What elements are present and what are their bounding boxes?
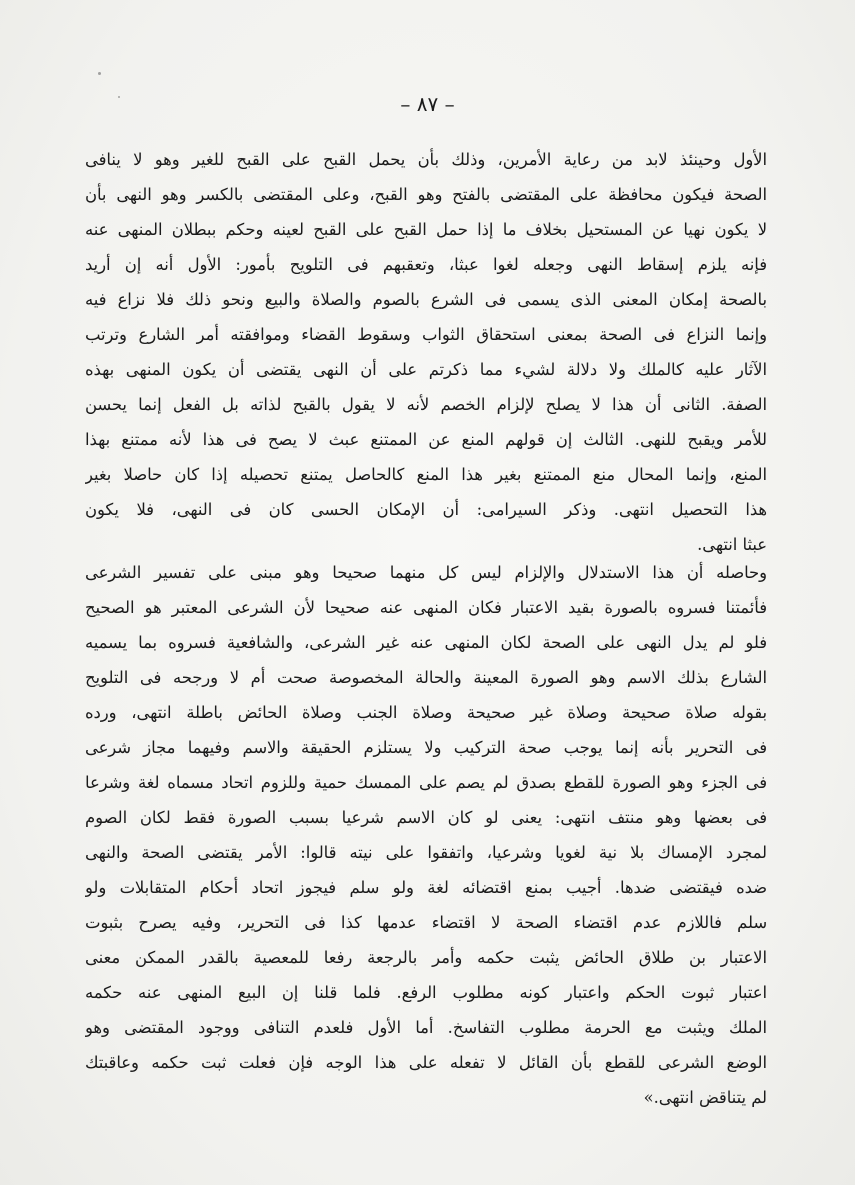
paragraph-1 (85, 142, 767, 562)
page-number: – ٨٧ – (400, 92, 455, 116)
text-line: ضده فيقتضى ضدها. أجيب بمنع اقتضائه لغة ولو سلم فيجوز اتحاد أحكام المتقابلات ولو (85, 878, 767, 897)
text-line: فى التحرير بأنه إنما يوجب صحة التركيب ولا يستلزم الحقيقة والاسم وفيهما مجاز شرعى (85, 738, 767, 757)
text-line: بقوله صلاة صحيحة وصلاة غير صحيحة وصلاة الجنب وصلاة الحائض باطلة انتهى، ورده (85, 703, 767, 722)
paragraph-2 (85, 555, 767, 1115)
text-line: لا يكون نهيا عن المستحيل بخلاف ما إذا حمل القبح على القبح لعينه وحكم ببطلان المنهى عنه (85, 220, 767, 239)
text-line: الشارع بذلك الاسم وهو الصورة المعينة والحالة المخصوصة صحت أم لا ورجحه فى التلويح (85, 668, 767, 687)
text-line: الصفة. الثانى أن هذا لا يصلح لإلزام الخصم لأنه لا يقول بالقبح لذاته بل الفعل إنما يحسن (85, 395, 767, 414)
text-line: اعتبار ثبوت الحكم واعتبار كونه مطلوب الرفع. فلما قلنا إن البيع المنهى عنه حكمه (85, 983, 767, 1002)
text-line: هذا التحصيل انتهى. وذكر السيرامى: أن الإمكان الحسى كان فى النهى، فلا يكون (85, 500, 767, 519)
text-line: الصحة فيكون محافظة على المقتضى بالفتح وهو القبح، وعلى المقتضى بالكسر وهو النهى بأن (85, 185, 767, 204)
text-line: الآثار عليه كالملك ولا دلالة لشيء مما ذكرتم على أن النهى يقتضى أن يكون المنهى بهذه (85, 360, 767, 379)
text-line: فإنه يلزم إسقاط النهى وجعله لغوا عبثا، وتعقبهم فى التلويح بأمور: الأول أنه إن أريد (85, 255, 767, 274)
text-line: لمجرد الإمساك بلا نية لغويا وشرعيا، واتفقوا على نيته قالوا: الأمر يقتضى الصحة والنهى (85, 843, 767, 862)
text-line: فى الجزء وهو الصورة للقطع بصدق لم يصم على الممسك حمية وللزوم اتحاد مسماه لغة وشرعا (85, 773, 767, 792)
text-line: لم يتناقض انتهى.» (643, 1088, 767, 1107)
text-line: فى بعضها وهو منتف انتهى: يعنى لو كان الاسم شرعيا بسبب الصورة فقط لكان الصوم (85, 808, 767, 827)
text-line: وحاصله أن هذا الاستدلال والإلزام ليس كل منهما صحيحا وهو مبنى على تفسير الشرعى (85, 563, 767, 582)
scan-speck (98, 72, 101, 75)
text-line: الملك ويثبت مع الحرمة مطلوب التفاسخ. أما الأول فلعدم التنافى ووجود المقتضى وهو (85, 1018, 767, 1037)
text-line: فلو لم يدل النهى على الصحة لكان المنهى عنه غير الشرعى، والشافعية فسروه بما يسميه (85, 633, 767, 652)
text-line: فأئمتنا فسروه بالصورة بقيد الاعتبار فكان المنهى عنه صحيحا لأن الشرعى المعتبر هو الصحيح (85, 598, 767, 617)
text-line: سلم فاللازم عدم اقتضاء الصحة لا اقتضاء عدمها كذا فى التحرير، وفيه يصرح بثبوت (85, 913, 767, 932)
text-line: الوضع الشرعى للقطع بأن القائل لا تفعله على هذا الوجه فإن فعلت ثبت حكمه وعاقبتك (85, 1053, 767, 1072)
text-line: الاعتبار بن طلاق الحائض يثبت حكمه وأمر بالرجعة رفعا للمعصية بالقدر الممكن معنى (85, 948, 767, 967)
text-line: وإنما النزاع فى الصحة بمعنى استحقاق الثواب وسقوط القضاء وموافقته أمر الشارع وترتب (85, 325, 767, 344)
text-line: للأمر ويقبح للنهى. الثالث إن قولهم المنع عن الممتنع عبث لا يصح فى هذا لأنه ممتنع بهذا (85, 430, 767, 449)
text-line: بالصحة إمكان المعنى الذى يسمى فى الشرع بالصوم والصلاة والبيع ونحو ذلك فلا نزاع فيه (85, 290, 767, 309)
text-line: المنع، وإنما المحال منع الممتنع بغير هذا المنع كالحاصل يمتنع تحصيله إذا كان حاصلا بغير (85, 465, 767, 484)
text-line: الأول وحينئذ لابد من رعاية الأمرين، وذلك بأن يحمل القبح على القبح للغير وهو لا ينافى (85, 150, 767, 169)
text-line: عبثا انتهى. (697, 535, 767, 554)
